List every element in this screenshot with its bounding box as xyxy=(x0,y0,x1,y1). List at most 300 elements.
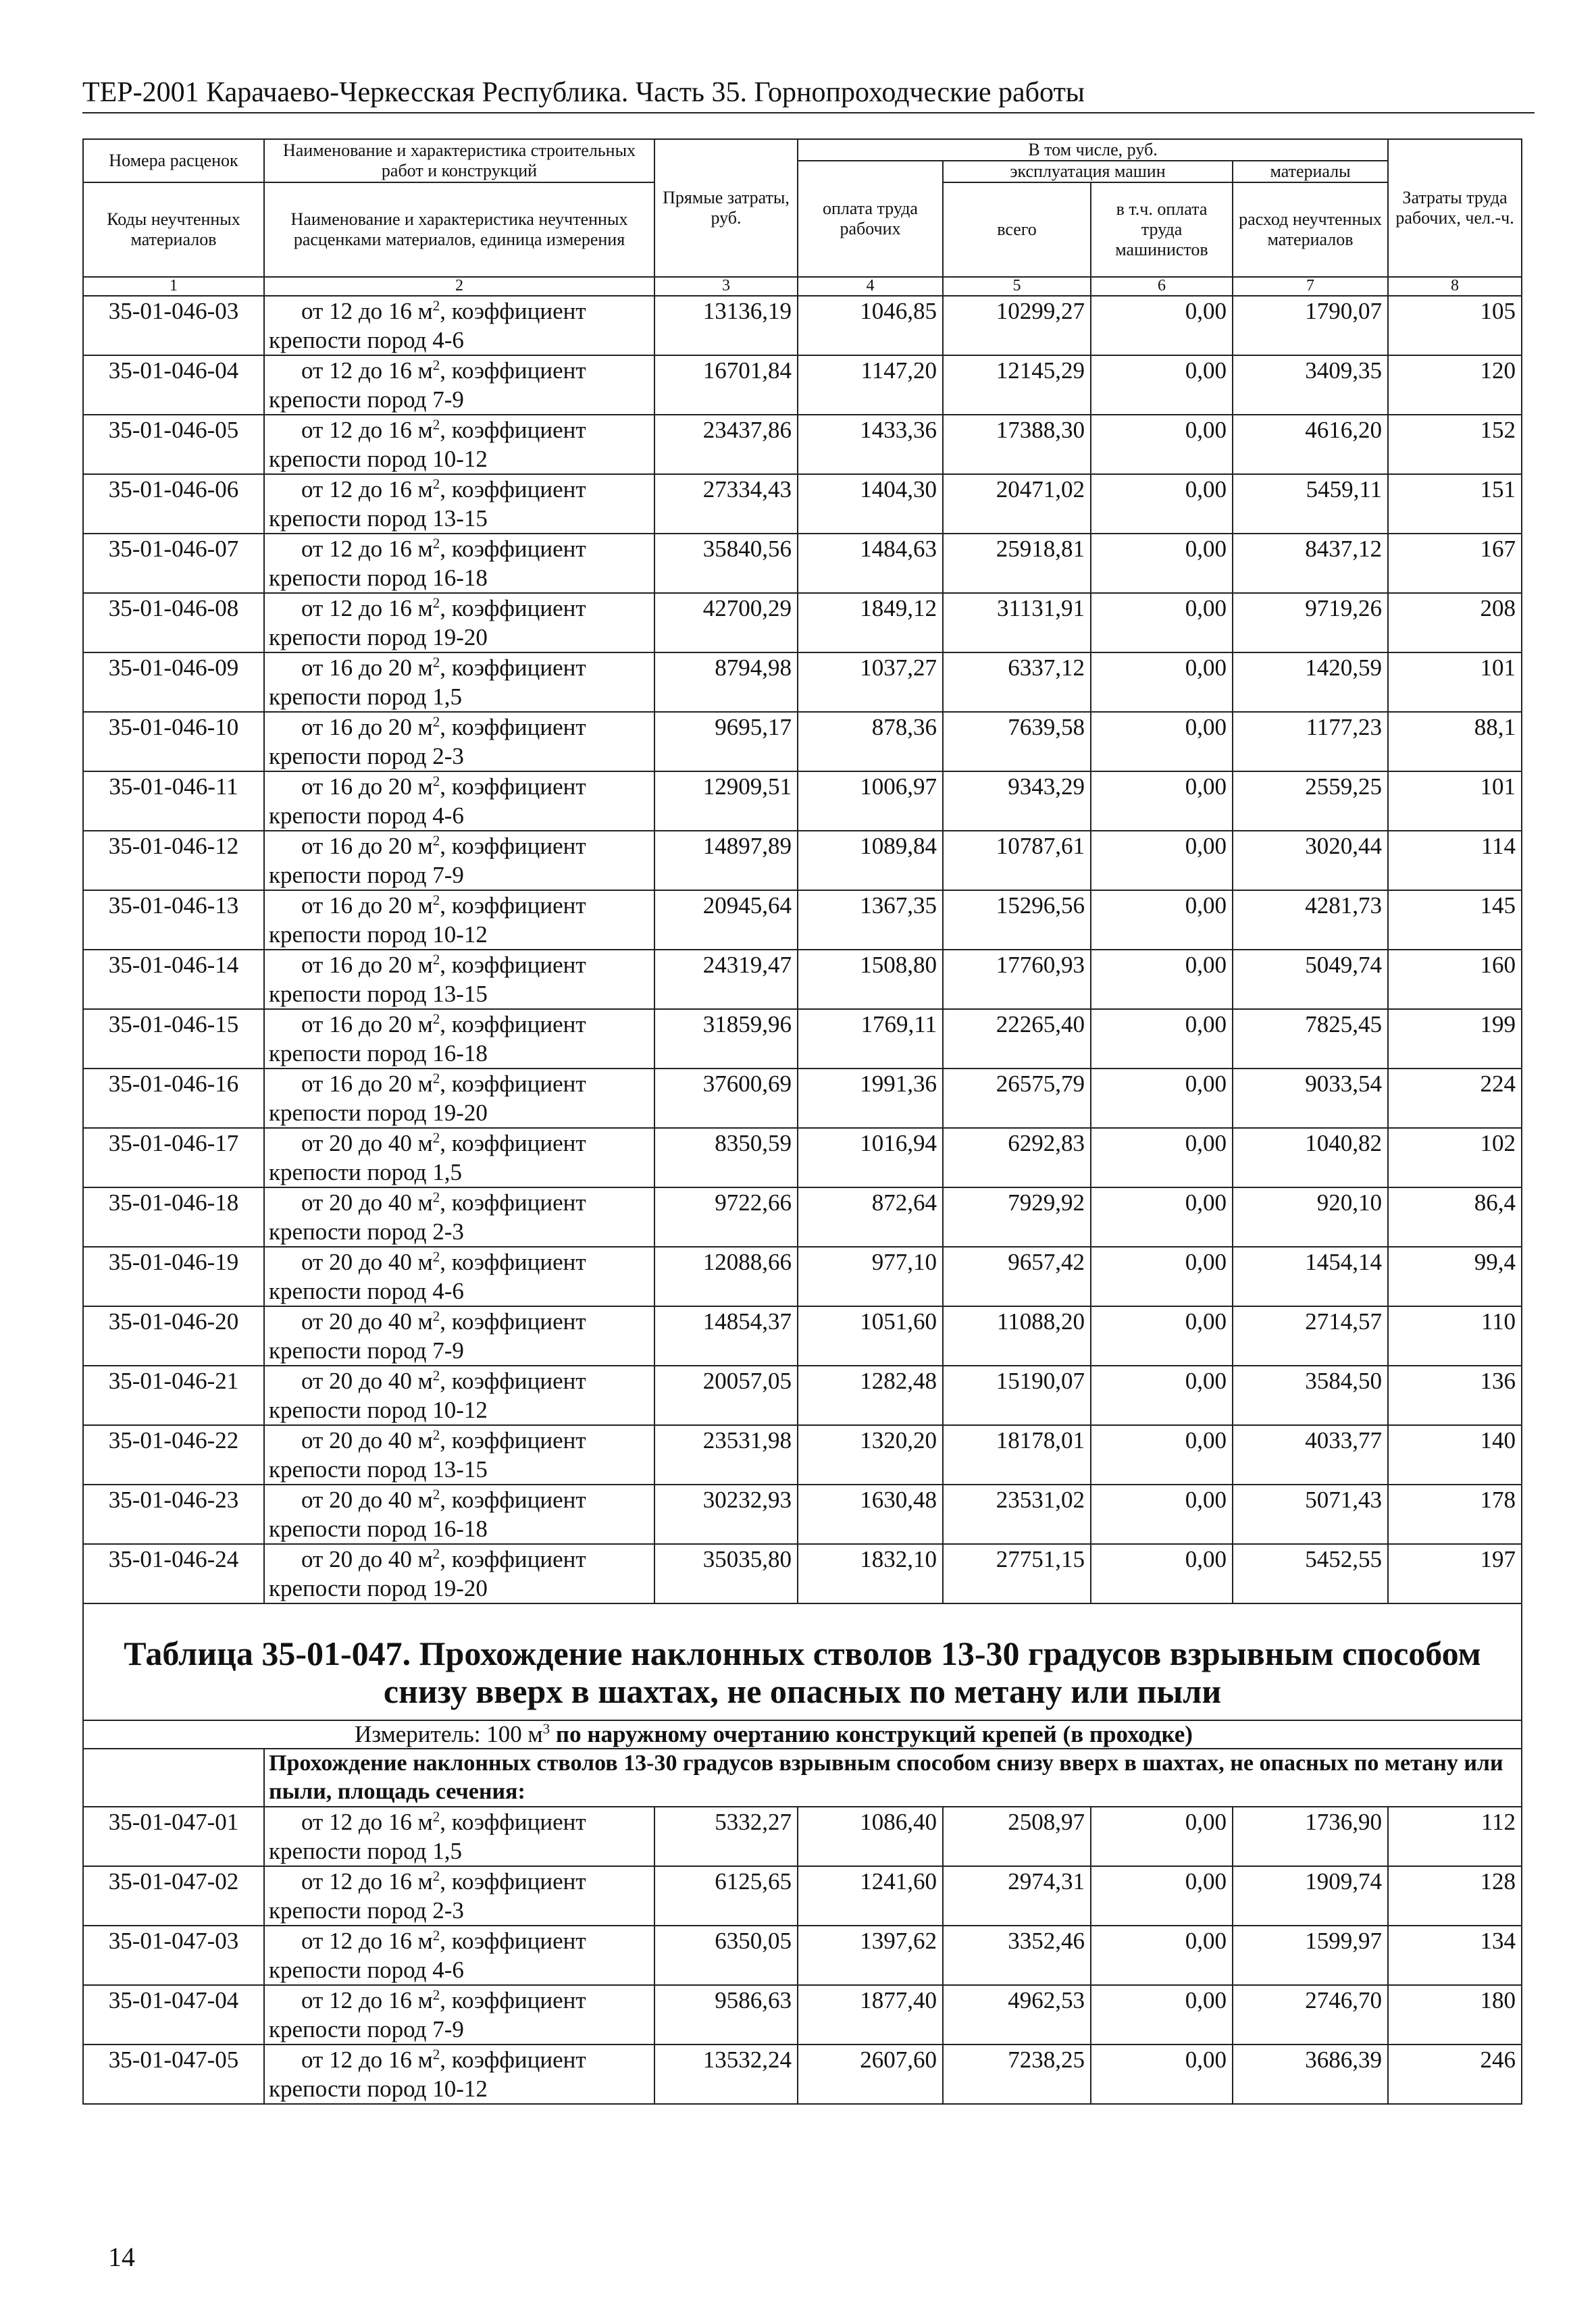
machines-total: 17388,30 xyxy=(943,415,1091,474)
rate-code: 35-01-046-22 xyxy=(83,1425,264,1485)
direct-costs: 9586,63 xyxy=(654,1985,798,2045)
work-description xyxy=(264,1425,654,1485)
direct-costs: 42700,29 xyxy=(654,593,798,652)
machines-total: 18178,01 xyxy=(943,1425,1091,1485)
description-line1b: , коэффициент xyxy=(440,357,586,384)
table-row xyxy=(83,296,1522,355)
material-usage: 1040,82 xyxy=(1233,1128,1388,1187)
col-work-name-header: Наименование и характеристика строительных работ и конструкций xyxy=(264,139,654,182)
description-line2: крепости пород 2-3 xyxy=(269,1218,464,1245)
labor-hours: 112 xyxy=(1388,1807,1522,1866)
labor-hours: 160 xyxy=(1388,950,1522,1009)
labor-hours: 140 xyxy=(1388,1425,1522,1485)
operator-pay: 0,00 xyxy=(1091,712,1233,771)
description-line1b: , коэффициент xyxy=(440,1987,586,2013)
table-row xyxy=(83,1187,1522,1247)
work-description xyxy=(264,1128,654,1187)
direct-costs: 8794,98 xyxy=(654,652,798,712)
description-line1b: , коэффициент xyxy=(440,1249,586,1275)
direct-costs: 6350,05 xyxy=(654,1926,798,1985)
table-row xyxy=(83,890,1522,950)
group-including-header: В том числе, руб. xyxy=(798,139,1388,161)
description-line1: от 12 до 16 м xyxy=(301,417,433,443)
worker-pay: 1404,30 xyxy=(798,474,943,534)
table-047-title: Таблица 35-01-047. Прохождение наклонных стволов 13-30 градусов взрывным способом снизу вверх в шахтах, не опасных по метану или пыли xyxy=(83,1603,1522,1720)
material-usage: 1420,59 xyxy=(1233,652,1388,712)
description-line1b: , коэффициент xyxy=(440,595,586,621)
description-line1: от 12 до 16 м xyxy=(301,476,433,503)
rate-code: 35-01-046-13 xyxy=(83,890,264,950)
labor-hours: 88,1 xyxy=(1388,712,1522,771)
worker-pay: 1089,84 xyxy=(798,831,943,890)
description-line1b: , коэффициент xyxy=(440,536,586,562)
description-line1: от 12 до 16 м xyxy=(301,1928,433,1954)
description-line2: крепости пород 10-12 xyxy=(269,1397,488,1423)
operator-pay: 0,00 xyxy=(1091,2045,1233,2104)
labor-hours: 208 xyxy=(1388,593,1522,652)
rate-code: 35-01-046-23 xyxy=(83,1485,264,1544)
operator-pay: 0,00 xyxy=(1091,355,1233,415)
table-row xyxy=(83,712,1522,771)
price-table-wrap xyxy=(82,138,1521,2105)
column-number: 7 xyxy=(1233,277,1388,296)
table-row xyxy=(83,593,1522,652)
operator-pay: 0,00 xyxy=(1091,1247,1233,1306)
worker-pay: 1006,97 xyxy=(798,771,943,831)
worker-pay: 1037,27 xyxy=(798,652,943,712)
worker-pay: 1769,11 xyxy=(798,1009,943,1069)
description-sup: 2 xyxy=(432,594,440,611)
machines-total: 11088,20 xyxy=(943,1306,1091,1366)
work-description xyxy=(264,1009,654,1069)
table-row xyxy=(83,474,1522,534)
description-sup: 2 xyxy=(432,1927,440,1944)
rate-code: 35-01-047-05 xyxy=(83,2045,264,2104)
column-number: 8 xyxy=(1388,277,1522,296)
worker-pay: 1630,48 xyxy=(798,1485,943,1544)
table-row xyxy=(83,1366,1522,1425)
description-line1b: , коэффициент xyxy=(440,714,586,740)
worker-pay: 1282,48 xyxy=(798,1366,943,1425)
description-line2: крепости пород 10-12 xyxy=(269,2076,488,2102)
description-sup: 2 xyxy=(432,1486,440,1503)
material-usage: 2714,57 xyxy=(1233,1306,1388,1366)
description-line2: крепости пород 19-20 xyxy=(269,624,488,650)
description-line2: крепости пород 19-20 xyxy=(269,1575,488,1601)
description-sup: 2 xyxy=(432,1189,440,1206)
labor-hours: 128 xyxy=(1388,1866,1522,1926)
machines-total: 2974,31 xyxy=(943,1866,1091,1926)
worker-pay: 1086,40 xyxy=(798,1807,943,1866)
description-line1: от 12 до 16 м xyxy=(301,2047,433,2073)
description-line1b: , коэффициент xyxy=(440,833,586,859)
page-number: 14 xyxy=(108,2242,135,2272)
worker-pay: 1367,35 xyxy=(798,890,943,950)
description-line2: крепости пород 19-20 xyxy=(269,1100,488,1126)
table-row xyxy=(83,1807,1522,1866)
material-usage: 2559,25 xyxy=(1233,771,1388,831)
rate-code: 35-01-046-10 xyxy=(83,712,264,771)
description-sup: 2 xyxy=(432,357,440,374)
description-sup: 2 xyxy=(432,951,440,968)
description-line1: от 16 до 20 м xyxy=(301,1071,433,1097)
labor-hours: 114 xyxy=(1388,831,1522,890)
rate-code: 35-01-047-03 xyxy=(83,1926,264,1985)
description-line1: от 16 до 20 м xyxy=(301,773,433,800)
work-description xyxy=(264,534,654,593)
direct-costs: 35035,80 xyxy=(654,1544,798,1603)
machines-total: 31131,91 xyxy=(943,593,1091,652)
description-sup: 2 xyxy=(432,1545,440,1562)
col-material-name-header: Наименование и характеристика неучтенных расценками материалов, единица измерения xyxy=(264,182,654,277)
labor-hours: 152 xyxy=(1388,415,1522,474)
machines-total: 7639,58 xyxy=(943,712,1091,771)
direct-costs: 13532,24 xyxy=(654,2045,798,2104)
material-usage: 2746,70 xyxy=(1233,1985,1388,2045)
operator-pay: 0,00 xyxy=(1091,296,1233,355)
description-line1b: , коэффициент xyxy=(440,1868,586,1895)
operator-pay: 0,00 xyxy=(1091,1009,1233,1069)
description-line2: крепости пород 16-18 xyxy=(269,1516,488,1542)
table-row xyxy=(83,2045,1522,2104)
machines-total: 6337,12 xyxy=(943,652,1091,712)
labor-hours: 197 xyxy=(1388,1544,1522,1603)
material-usage: 1177,23 xyxy=(1233,712,1388,771)
description-line1b: , коэффициент xyxy=(440,476,586,503)
description-sup: 2 xyxy=(432,1808,440,1825)
group-materials-header: материалы xyxy=(1233,161,1388,182)
work-description xyxy=(264,1985,654,2045)
work-description xyxy=(264,1926,654,1985)
description-line1: от 12 до 16 м xyxy=(301,1809,433,1835)
operator-pay: 0,00 xyxy=(1091,771,1233,831)
description-line2: крепости пород 16-18 xyxy=(269,1040,488,1066)
rate-code: 35-01-046-17 xyxy=(83,1128,264,1187)
table-row xyxy=(83,771,1522,831)
col-direct-costs-header: Прямые затраты, руб. xyxy=(654,139,798,277)
rate-code: 35-01-047-02 xyxy=(83,1866,264,1926)
worker-pay: 878,36 xyxy=(798,712,943,771)
description-line1b: , коэффициент xyxy=(440,654,586,681)
description-line1b: , коэффициент xyxy=(440,1011,586,1037)
description-line2: крепости пород 2-3 xyxy=(269,1897,464,1924)
description-sup: 2 xyxy=(432,1129,440,1146)
machines-total: 4962,53 xyxy=(943,1985,1091,2045)
machines-total: 2508,97 xyxy=(943,1807,1091,1866)
material-usage: 1736,90 xyxy=(1233,1807,1388,1866)
worker-pay: 1046,85 xyxy=(798,296,943,355)
work-description xyxy=(264,2045,654,2104)
table-row xyxy=(83,1425,1522,1485)
description-sup: 2 xyxy=(432,1248,440,1265)
operator-pay: 0,00 xyxy=(1091,1187,1233,1247)
description-line1: от 16 до 20 м xyxy=(301,714,433,740)
work-description xyxy=(264,1187,654,1247)
machines-total: 23531,02 xyxy=(943,1485,1091,1544)
operator-pay: 0,00 xyxy=(1091,1425,1233,1485)
description-line1: от 20 до 40 м xyxy=(301,1427,433,1454)
table-row xyxy=(83,415,1522,474)
description-line1: от 12 до 16 м xyxy=(301,1987,433,2013)
machines-total: 10787,61 xyxy=(943,831,1091,890)
page-header: ТЕР-2001 Карачаево-Черкесская Республика. Часть 35. Горнопроходческие работы xyxy=(82,76,1535,113)
work-description xyxy=(264,950,654,1009)
table-047-section xyxy=(83,1603,1522,1807)
description-line1: от 20 до 40 м xyxy=(301,1546,433,1572)
labor-hours: 167 xyxy=(1388,534,1522,593)
col-labor-hours-header: Затраты труда рабочих, чел.-ч. xyxy=(1388,139,1522,277)
description-sup: 2 xyxy=(432,1070,440,1087)
labor-hours: 199 xyxy=(1388,1009,1522,1069)
table-row xyxy=(83,1544,1522,1603)
group-machines-header: эксплуатация машин xyxy=(943,161,1233,182)
work-description xyxy=(264,831,654,890)
rate-code: 35-01-046-04 xyxy=(83,355,264,415)
machines-total: 12145,29 xyxy=(943,355,1091,415)
col-material-usage-header: расход неучтенных материалов xyxy=(1233,182,1388,277)
direct-costs: 13136,19 xyxy=(654,296,798,355)
description-sup: 2 xyxy=(432,297,440,314)
description-line2: крепости пород 4-6 xyxy=(269,1278,464,1304)
rate-code: 35-01-046-07 xyxy=(83,534,264,593)
description-line2: крепости пород 7-9 xyxy=(269,1337,464,1364)
description-line1: от 16 до 20 м xyxy=(301,952,433,978)
machines-total: 7238,25 xyxy=(943,2045,1091,2104)
description-line1b: , коэффициент xyxy=(440,1928,586,1954)
operator-pay: 0,00 xyxy=(1091,1306,1233,1366)
worker-pay: 1016,94 xyxy=(798,1128,943,1187)
machines-total: 9343,29 xyxy=(943,771,1091,831)
worker-pay: 1832,10 xyxy=(798,1544,943,1603)
worker-pay: 1433,36 xyxy=(798,415,943,474)
work-description xyxy=(264,652,654,712)
description-sup: 2 xyxy=(432,773,440,790)
table-row xyxy=(83,1985,1522,2045)
material-usage: 1790,07 xyxy=(1233,296,1388,355)
operator-pay: 0,00 xyxy=(1091,1866,1233,1926)
table-row xyxy=(83,1009,1522,1069)
direct-costs: 31859,96 xyxy=(654,1009,798,1069)
table-row xyxy=(83,1069,1522,1128)
labor-hours: 102 xyxy=(1388,1128,1522,1187)
rate-code: 35-01-046-09 xyxy=(83,652,264,712)
work-description xyxy=(264,296,654,355)
table-row xyxy=(83,831,1522,890)
direct-costs: 35840,56 xyxy=(654,534,798,593)
operator-pay: 0,00 xyxy=(1091,534,1233,593)
labor-hours: 134 xyxy=(1388,1926,1522,1985)
worker-pay: 1241,60 xyxy=(798,1866,943,1926)
table-row xyxy=(83,1247,1522,1306)
material-usage: 7825,45 xyxy=(1233,1009,1388,1069)
description-line2: крепости пород 13-15 xyxy=(269,981,488,1007)
description-line2: крепости пород 10-12 xyxy=(269,921,488,948)
work-description xyxy=(264,415,654,474)
machines-total: 27751,15 xyxy=(943,1544,1091,1603)
description-sup: 2 xyxy=(432,535,440,552)
labor-hours: 246 xyxy=(1388,2045,1522,2104)
description-line1b: , коэффициент xyxy=(440,952,586,978)
labor-hours: 136 xyxy=(1388,1366,1522,1425)
rate-code: 35-01-046-14 xyxy=(83,950,264,1009)
machines-total: 7929,92 xyxy=(943,1187,1091,1247)
work-description xyxy=(264,474,654,534)
description-line1b: , коэффициент xyxy=(440,417,586,443)
description-sup: 2 xyxy=(432,1367,440,1384)
material-usage: 3584,50 xyxy=(1233,1366,1388,1425)
worker-pay: 1147,20 xyxy=(798,355,943,415)
labor-hours: 151 xyxy=(1388,474,1522,534)
material-usage: 1599,97 xyxy=(1233,1926,1388,1985)
machines-total: 15190,07 xyxy=(943,1366,1091,1425)
rate-code: 35-01-046-19 xyxy=(83,1247,264,1306)
operator-pay: 0,00 xyxy=(1091,950,1233,1009)
description-sup: 2 xyxy=(432,475,440,492)
machines-total: 22265,40 xyxy=(943,1009,1091,1069)
description-line1: от 16 до 20 м xyxy=(301,654,433,681)
operator-pay: 0,00 xyxy=(1091,474,1233,534)
table-row xyxy=(83,652,1522,712)
worker-pay: 1849,12 xyxy=(798,593,943,652)
direct-costs: 5332,27 xyxy=(654,1807,798,1866)
description-line1b: , коэффициент xyxy=(440,892,586,919)
description-line1: от 12 до 16 м xyxy=(301,298,433,324)
operator-pay: 0,00 xyxy=(1091,652,1233,712)
description-line2: крепости пород 2-3 xyxy=(269,743,464,769)
description-line2: крепости пород 13-15 xyxy=(269,1456,488,1483)
price-table xyxy=(82,138,1522,2105)
work-description xyxy=(264,1485,654,1544)
description-line1: от 12 до 16 м xyxy=(301,1868,433,1895)
operator-pay: 0,00 xyxy=(1091,1069,1233,1128)
work-description xyxy=(264,593,654,652)
worker-pay: 1877,40 xyxy=(798,1985,943,2045)
operator-pay: 0,00 xyxy=(1091,1807,1233,1866)
labor-hours: 110 xyxy=(1388,1306,1522,1366)
col-machines-total-header: всего xyxy=(943,182,1091,277)
machines-total: 20471,02 xyxy=(943,474,1091,534)
work-description xyxy=(264,890,654,950)
description-line1: от 16 до 20 м xyxy=(301,892,433,919)
operator-pay: 0,00 xyxy=(1091,1128,1233,1187)
direct-costs: 20057,05 xyxy=(654,1366,798,1425)
worker-pay: 1484,63 xyxy=(798,534,943,593)
measure-sup: 3 xyxy=(542,1720,550,1737)
rate-code: 35-01-046-03 xyxy=(83,296,264,355)
description-line1b: , коэффициент xyxy=(440,1809,586,1835)
description-sup: 2 xyxy=(432,1986,440,2003)
labor-hours: 145 xyxy=(1388,890,1522,950)
description-line2: крепости пород 7-9 xyxy=(269,862,464,888)
col-operator-pay-header: в т.ч. оплата труда машинистов xyxy=(1091,182,1233,277)
worker-pay: 1320,20 xyxy=(798,1425,943,1485)
column-number: 3 xyxy=(654,277,798,296)
rate-code: 35-01-046-08 xyxy=(83,593,264,652)
measure-line xyxy=(83,1720,1522,1749)
description-line2: крепости пород 7-9 xyxy=(269,2016,464,2042)
material-usage: 3686,39 xyxy=(1233,2045,1388,2104)
description-sup: 2 xyxy=(432,416,440,433)
machines-total: 9657,42 xyxy=(943,1247,1091,1306)
direct-costs: 9722,66 xyxy=(654,1187,798,1247)
description-line2: крепости пород 1,5 xyxy=(269,684,462,710)
table-row xyxy=(83,1128,1522,1187)
description-line1b: , коэффициент xyxy=(440,1308,586,1335)
description-line1: от 12 до 16 м xyxy=(301,357,433,384)
section-description: Прохождение наклонных стволов 13-30 градусов взрывным способом снизу вверх в шахтах, не опасных по метану или пыли, площадь сечения: xyxy=(264,1749,1522,1807)
description-line2: крепости пород 4-6 xyxy=(269,1957,464,1983)
description-line1: от 20 до 40 м xyxy=(301,1130,433,1156)
material-usage: 5071,43 xyxy=(1233,1485,1388,1544)
description-line1: от 12 до 16 м xyxy=(301,595,433,621)
worker-pay: 1991,36 xyxy=(798,1069,943,1128)
measure-rest: по наружному очертанию конструкций крепей (в проходке) xyxy=(550,1721,1193,1747)
table-row xyxy=(83,1926,1522,1985)
material-usage: 920,10 xyxy=(1233,1187,1388,1247)
direct-costs: 9695,17 xyxy=(654,712,798,771)
description-line2: крепости пород 1,5 xyxy=(269,1159,462,1185)
description-sup: 2 xyxy=(432,1308,440,1325)
direct-costs: 14897,89 xyxy=(654,831,798,890)
description-line1b: , коэффициент xyxy=(440,298,586,324)
rate-code: 35-01-046-20 xyxy=(83,1306,264,1366)
description-line1b: , коэффициент xyxy=(440,1368,586,1394)
description-sup: 2 xyxy=(432,892,440,908)
work-description xyxy=(264,712,654,771)
direct-costs: 8350,59 xyxy=(654,1128,798,1187)
direct-costs: 16701,84 xyxy=(654,355,798,415)
table-row xyxy=(83,1866,1522,1926)
rate-code: 35-01-046-18 xyxy=(83,1187,264,1247)
rate-code: 35-01-047-01 xyxy=(83,1807,264,1866)
labor-hours: 105 xyxy=(1388,296,1522,355)
material-usage: 1909,74 xyxy=(1233,1866,1388,1926)
description-line1: от 20 до 40 м xyxy=(301,1249,433,1275)
description-line1: от 16 до 20 м xyxy=(301,1011,433,1037)
description-line1b: , коэффициент xyxy=(440,2047,586,2073)
rate-code: 35-01-046-12 xyxy=(83,831,264,890)
description-line1b: , коэффициент xyxy=(440,1546,586,1572)
description-sup: 2 xyxy=(432,1868,440,1884)
rate-code: 35-01-046-05 xyxy=(83,415,264,474)
description-line2: крепости пород 13-15 xyxy=(269,505,488,532)
description-line2: крепости пород 10-12 xyxy=(269,446,488,472)
operator-pay: 0,00 xyxy=(1091,1544,1233,1603)
work-description xyxy=(264,1866,654,1926)
labor-hours: 101 xyxy=(1388,771,1522,831)
material-usage: 4033,77 xyxy=(1233,1425,1388,1485)
direct-costs: 30232,93 xyxy=(654,1485,798,1544)
col-material-codes-header: Коды неучтенных материалов xyxy=(83,182,264,277)
material-usage: 9719,26 xyxy=(1233,593,1388,652)
rate-code: 35-01-046-21 xyxy=(83,1366,264,1425)
machines-total: 25918,81 xyxy=(943,534,1091,593)
description-sup: 2 xyxy=(432,2046,440,2063)
direct-costs: 23531,98 xyxy=(654,1425,798,1485)
table-row xyxy=(83,950,1522,1009)
table-row xyxy=(83,355,1522,415)
machines-total: 10299,27 xyxy=(943,296,1091,355)
column-number: 6 xyxy=(1091,277,1233,296)
description-line1: от 20 до 40 м xyxy=(301,1308,433,1335)
material-usage: 5459,11 xyxy=(1233,474,1388,534)
labor-hours: 180 xyxy=(1388,1985,1522,2045)
machines-total: 3352,46 xyxy=(943,1926,1091,1985)
material-usage: 9033,54 xyxy=(1233,1069,1388,1128)
table-row xyxy=(83,1485,1522,1544)
material-usage: 3020,44 xyxy=(1233,831,1388,890)
rate-code: 35-01-046-24 xyxy=(83,1544,264,1603)
